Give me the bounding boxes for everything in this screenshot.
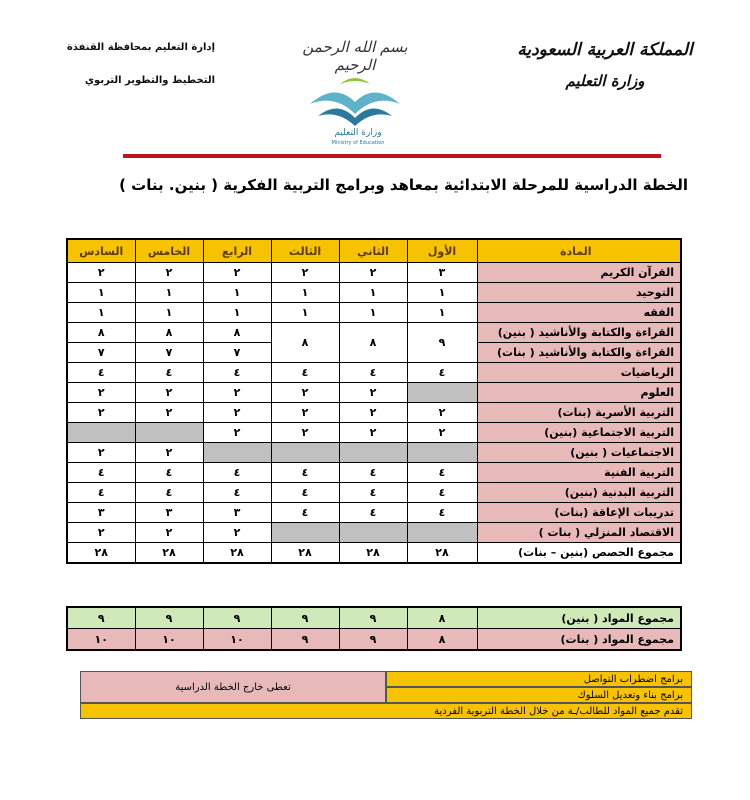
table-cell: ٨ <box>203 323 271 343</box>
admin-header <box>40 42 215 86</box>
empty-cell <box>407 443 477 463</box>
table-cell: ٩ <box>203 607 271 629</box>
table-cell: ٢ <box>271 263 339 283</box>
table-cell: ٢ <box>67 523 135 543</box>
empty-cell <box>135 423 203 443</box>
table-cell: ٢٨ <box>339 543 407 564</box>
table-cell: ٢ <box>203 263 271 283</box>
table-cell: ٤ <box>339 463 407 483</box>
subject-cell: الفقه <box>477 303 681 323</box>
subject-cell: تدريبات الإعاقة (بنات) <box>477 503 681 523</box>
subject-cell: التربية الأسرية (بنات) <box>477 403 681 423</box>
table-cell: ٢ <box>135 383 203 403</box>
table-row <box>67 443 681 463</box>
page-title: الخطة الدراسية للمرحلة الابتدائية بمعاهد وبرامج التربية الفكرية ( بنين. بنات ) <box>119 176 688 194</box>
table-cell: ٢ <box>339 263 407 283</box>
table-cell: ٨ <box>271 323 339 363</box>
subject-cell: العلوم <box>477 383 681 403</box>
table-cell: ٤ <box>203 483 271 503</box>
table-cell: ٤ <box>339 483 407 503</box>
table-cell: ٤ <box>407 483 477 503</box>
table-cell: ١ <box>67 283 135 303</box>
table-cell: ٩ <box>271 629 339 651</box>
col-header-subject: المادة <box>477 239 681 263</box>
empty-cell <box>339 523 407 543</box>
table-cell: ٢٨ <box>407 543 477 564</box>
programs-box <box>80 671 692 719</box>
table-cell: ٢ <box>203 423 271 443</box>
summary-table <box>66 606 682 651</box>
table-row <box>67 303 681 323</box>
table-cell: ٩ <box>407 323 477 363</box>
table-cell: ١ <box>135 283 203 303</box>
empty-cell <box>339 443 407 463</box>
table-cell: ٢ <box>339 383 407 403</box>
table-cell: ٢ <box>203 383 271 403</box>
table-cell: ٢ <box>67 263 135 283</box>
table-cell: ١ <box>135 303 203 323</box>
table-cell: ٤ <box>271 463 339 483</box>
table-cell: ٢ <box>203 523 271 543</box>
summary-row-girls <box>67 629 681 651</box>
table-cell: ٢ <box>407 423 477 443</box>
table-cell: ٢٨ <box>67 543 135 564</box>
table-cell: ١ <box>339 283 407 303</box>
table-cell: ٨ <box>407 607 477 629</box>
subject-cell: التربية الاجتماعية (بنين) <box>477 423 681 443</box>
col-header: الثالث <box>271 239 339 263</box>
table-cell: ٩ <box>339 629 407 651</box>
table-row <box>67 363 681 383</box>
table-cell: ٩ <box>67 607 135 629</box>
table-row <box>67 503 681 523</box>
col-header: السادس <box>67 239 135 263</box>
table-cell: ٩ <box>339 607 407 629</box>
table-cell: ٢ <box>67 403 135 423</box>
subject-cell: القراءة والكتابة والأناشيد ( بنين) <box>477 323 681 343</box>
empty-cell <box>407 523 477 543</box>
table-header-row <box>67 239 681 263</box>
kingdom-header <box>505 40 705 90</box>
table-cell: ٧ <box>135 343 203 363</box>
empty-cell <box>271 523 339 543</box>
table-cell: ٤ <box>407 503 477 523</box>
table-cell: ٢ <box>67 383 135 403</box>
table-cell: ٤ <box>339 503 407 523</box>
table-cell: ٤ <box>203 363 271 383</box>
table-cell: ١ <box>203 303 271 323</box>
department-name: التخطيط والتطوير التربوي <box>84 75 215 86</box>
table-row <box>67 403 681 423</box>
table-cell: ٤ <box>407 363 477 383</box>
subject-cell: التربية الفنية <box>477 463 681 483</box>
subject-cell: الرياضيات <box>477 363 681 383</box>
logo-subtext: Ministry of Education <box>331 140 385 146</box>
table-cell: ٣ <box>203 503 271 523</box>
table-cell: ٢ <box>135 263 203 283</box>
table-row <box>67 463 681 483</box>
table-cell: ٢٨ <box>135 543 203 564</box>
kingdom-name: المملكة العربية السعودية <box>517 40 693 60</box>
table-cell: ١٠ <box>203 629 271 651</box>
table-cell: ٤ <box>67 483 135 503</box>
empty-cell <box>203 443 271 463</box>
divider-line <box>123 154 661 158</box>
empty-cell <box>271 443 339 463</box>
table-cell: ٨ <box>67 323 135 343</box>
table-row <box>67 263 681 283</box>
table-cell: ٢ <box>271 383 339 403</box>
programs-footer: تقدم جميع المواد للطالب/ـة من خلال الخطة التربوية الفردية <box>80 703 692 719</box>
table-cell: ٢ <box>339 423 407 443</box>
table-cell: ٤ <box>67 363 135 383</box>
table-cell: ٢٨ <box>271 543 339 564</box>
table-cell: ٢ <box>271 423 339 443</box>
table-cell: ٧ <box>203 343 271 363</box>
summary-label: مجموع المواد ( بنين) <box>477 607 681 629</box>
table-cell: ٤ <box>339 363 407 383</box>
logo-text: وزارة التعليم <box>334 128 382 138</box>
table-cell: ٧ <box>67 343 135 363</box>
table-cell: ١ <box>67 303 135 323</box>
table-cell: ٤ <box>135 363 203 383</box>
table-cell: ٨ <box>407 629 477 651</box>
subject-cell: القرآن الكريم <box>477 263 681 283</box>
table-row <box>67 283 681 303</box>
programs-note: تعطى خارج الخطة الدراسية <box>80 671 386 703</box>
table-cell: ٩ <box>135 607 203 629</box>
table-cell: ١ <box>407 303 477 323</box>
table-cell: ٤ <box>271 483 339 503</box>
total-row <box>67 543 681 564</box>
col-header: الخامس <box>135 239 203 263</box>
table-cell: ٣ <box>407 263 477 283</box>
table-cell: ١ <box>271 283 339 303</box>
table-cell: ٢ <box>339 403 407 423</box>
subject-cell: القراءة والكتابة والأناشيد ( بنات) <box>477 343 681 363</box>
program-communication: برامج اضطراب التواصل <box>386 671 692 687</box>
subject-cell: التوحيد <box>477 283 681 303</box>
table-cell: ٢٨ <box>203 543 271 564</box>
subject-cell: الاقتصاد المنزلي ( بنات ) <box>477 523 681 543</box>
empty-cell <box>67 423 135 443</box>
table-cell: ٢ <box>271 403 339 423</box>
table-cell: ٢ <box>67 443 135 463</box>
table-cell: ٢ <box>135 403 203 423</box>
table-cell: ٣ <box>67 503 135 523</box>
summary-row-boys <box>67 607 681 629</box>
subject-cell: التربية البدنية (بنين) <box>477 483 681 503</box>
program-behavior: برامج بناء وتعديل السلوك <box>386 687 692 703</box>
subject-cell: مجموع الحصص (بنين – بنات) <box>477 543 681 564</box>
table-cell: ٢ <box>407 403 477 423</box>
table-cell: ٤ <box>271 363 339 383</box>
table-row <box>67 323 681 343</box>
table-cell: ١٠ <box>67 629 135 651</box>
table-row <box>67 423 681 443</box>
ministry-name: وزارة التعليم <box>565 72 645 90</box>
table-cell: ١ <box>339 303 407 323</box>
table-cell: ٨ <box>135 323 203 343</box>
table-cell: ٤ <box>203 463 271 483</box>
empty-cell <box>407 383 477 403</box>
table-cell: ٢ <box>203 403 271 423</box>
subject-cell: الاجتماعيات ( بنين) <box>477 443 681 463</box>
summary-label: مجموع المواد ( بنات) <box>477 629 681 651</box>
table-cell: ٢ <box>135 523 203 543</box>
table-row <box>67 483 681 503</box>
col-header: الأول <box>407 239 477 263</box>
table-cell: ٤ <box>135 463 203 483</box>
table-cell: ٤ <box>271 503 339 523</box>
basmala: بسم الله الرحمن الرحيم <box>302 38 408 74</box>
study-plan-table <box>66 238 682 564</box>
table-cell: ٤ <box>67 463 135 483</box>
table-cell: ٣ <box>135 503 203 523</box>
table-cell: ٤ <box>407 463 477 483</box>
table-cell: ١٠ <box>135 629 203 651</box>
table-cell: ١ <box>203 283 271 303</box>
col-header: الرابع <box>203 239 271 263</box>
table-cell: ٢ <box>135 443 203 463</box>
table-cell: ٩ <box>271 607 339 629</box>
table-cell: ٤ <box>135 483 203 503</box>
admin-name: إدارة التعليم بمحافظة القنفذة <box>66 42 215 53</box>
table-cell: ١ <box>407 283 477 303</box>
col-header: الثاني <box>339 239 407 263</box>
table-row <box>67 523 681 543</box>
table-cell: ٨ <box>339 323 407 363</box>
table-cell: ١ <box>271 303 339 323</box>
table-row <box>67 383 681 403</box>
